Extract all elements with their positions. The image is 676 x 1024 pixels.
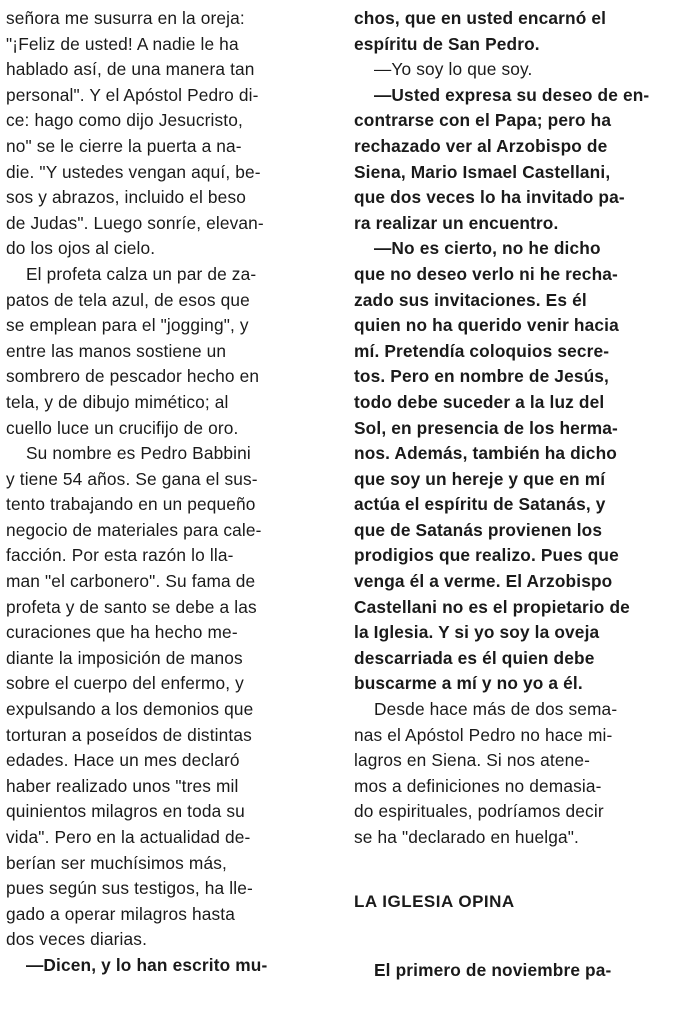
text-line: contrarse con el Papa; pero ha <box>354 110 612 131</box>
text-line: todo debe suceder a la luz del <box>354 391 605 412</box>
text-line: ce: hago como dijo Jesucristo, <box>6 110 243 131</box>
text-line: cuello luce un crucifijo de oro. <box>6 417 239 438</box>
text-line: Siena, Mario Ismael Castellani, <box>354 161 611 182</box>
text-line: venga él a verme. El Arzobispo <box>354 571 613 592</box>
text-line: actúa el espíritu de Satanás, y <box>354 494 606 515</box>
text-line: quinientos milagros en toda su <box>6 801 245 822</box>
text-line: berían ser muchísimos más, <box>6 852 227 873</box>
text-line: rechazado ver al Arzobispo de <box>354 135 608 156</box>
left-column <box>6 6 324 979</box>
text-line: entre las manos sostiene un <box>6 340 227 361</box>
text-line: torturan a poseídos de distintas <box>6 724 252 745</box>
text-line: no" se le cierre la puerta a na- <box>6 135 242 156</box>
text-line: negocio de materiales para cale- <box>6 519 262 540</box>
text-line: expulsando a los demonios que <box>6 699 254 720</box>
text-line: lagros en Siena. Si nos atene- <box>354 750 591 771</box>
text-line: profeta y de santo se debe a las <box>6 596 257 617</box>
text-line: haber realizado unos "tres mil <box>6 775 239 796</box>
section-heading: LA IGLESIA OPINA <box>354 891 515 911</box>
text-line: mos a definiciones no demasia- <box>354 775 602 796</box>
text-line: diante la imposición de manos <box>6 647 243 668</box>
text-line: mí. Pretendía coloquios secre- <box>354 340 610 361</box>
text-line: chos, que en usted encarnó el <box>354 8 607 28</box>
text-line: quien no ha querido venir hacia <box>354 315 619 336</box>
text-line: señora me susurra en la oreja: <box>6 8 245 28</box>
text-line: vida". Pero en la actualidad de- <box>6 827 251 847</box>
text-line: tela, y de dibujo mimético; al <box>6 391 229 412</box>
text-line: buscarme a mí y no yo a él. <box>354 673 583 694</box>
text-line: que no deseo verlo ni he recha- <box>354 263 618 284</box>
text-line: tos. Pero en nombre de Jesús, <box>354 366 610 387</box>
text-line: prodigios que realizo. Pues que <box>354 545 619 566</box>
text-line: hablado así, de una manera tan <box>6 59 255 80</box>
text-line: die. "Y ustedes vengan aquí, be- <box>6 161 261 182</box>
text-line: facción. Por esta razón lo lla- <box>6 545 234 566</box>
spacer <box>354 914 672 958</box>
text-line: personal". Y el Apóstol Pedro di- <box>6 84 259 105</box>
text-line: nos. Además, también ha dicho <box>354 443 617 464</box>
spacer <box>354 851 672 889</box>
text-line: sos y abrazos, incluido el beso <box>6 187 246 208</box>
text-line: gado a operar milagros hasta <box>6 903 235 924</box>
text-line: que dos veces lo ha invitado pa- <box>354 187 625 208</box>
text-line: do espirituales, podríamos decir <box>354 801 604 822</box>
text-line: —No es cierto, no he dicho <box>374 238 601 259</box>
text-line: —Usted expresa su deseo de en- <box>374 84 650 105</box>
text-line: —Yo soy lo que soy. <box>374 59 533 80</box>
text-line: se ha "declarado en huelga". <box>354 827 579 847</box>
text-line: y tiene 54 años. Se gana el sus- <box>6 468 258 489</box>
text-line: do los ojos al cielo. <box>6 238 156 259</box>
text-line: El profeta calza un par de za- <box>26 263 257 284</box>
text-line: descarriada es él quien debe <box>354 647 595 668</box>
text-line: man "el carbonero". Su fama de <box>6 571 256 592</box>
text-line: nas el Apóstol Pedro no hace mi- <box>354 724 613 745</box>
text-line: —Dicen, y lo han escrito mu- <box>26 954 268 975</box>
text-line: que de Satanás provienen los <box>354 519 603 540</box>
text-line: la Iglesia. Y si yo soy la oveja <box>354 622 600 643</box>
text-line: tento trabajando en un pequeño <box>6 494 256 515</box>
text-line: que soy un hereje y que en mí <box>354 468 606 489</box>
text-line: patos de tela azul, de esos que <box>6 289 250 310</box>
right-column <box>354 6 672 984</box>
text-line: El primero de noviembre pa- <box>374 960 612 981</box>
text-line: curaciones que ha hecho me- <box>6 622 238 643</box>
text-line: sombrero de pescador hecho en <box>6 366 260 387</box>
text-line: de Judas". Luego sonríe, elevan- <box>6 212 264 233</box>
text-line: pues según sus testigos, ha lle- <box>6 878 253 899</box>
text-line: Su nombre es Pedro Babbini <box>26 443 251 464</box>
text-line: Castellani no es el propietario de <box>354 596 630 617</box>
text-line: zado sus invitaciones. Es él <box>354 289 587 310</box>
text-line: Desde hace más de dos sema- <box>374 699 618 720</box>
text-line: dos veces diarias. <box>6 929 148 950</box>
text-line: Sol, en presencia de los herma- <box>354 417 618 438</box>
text-line: espíritu de San Pedro. <box>354 33 540 54</box>
text-line: ra realizar un encuentro. <box>354 212 559 233</box>
text-line: "¡Feliz de usted! A nadie le ha <box>6 33 239 54</box>
text-line: sobre el cuerpo del enfermo, y <box>6 673 244 694</box>
text-line: se emplean para el "jogging", y <box>6 315 249 336</box>
text-line: edades. Hace un mes declaró <box>6 750 240 771</box>
